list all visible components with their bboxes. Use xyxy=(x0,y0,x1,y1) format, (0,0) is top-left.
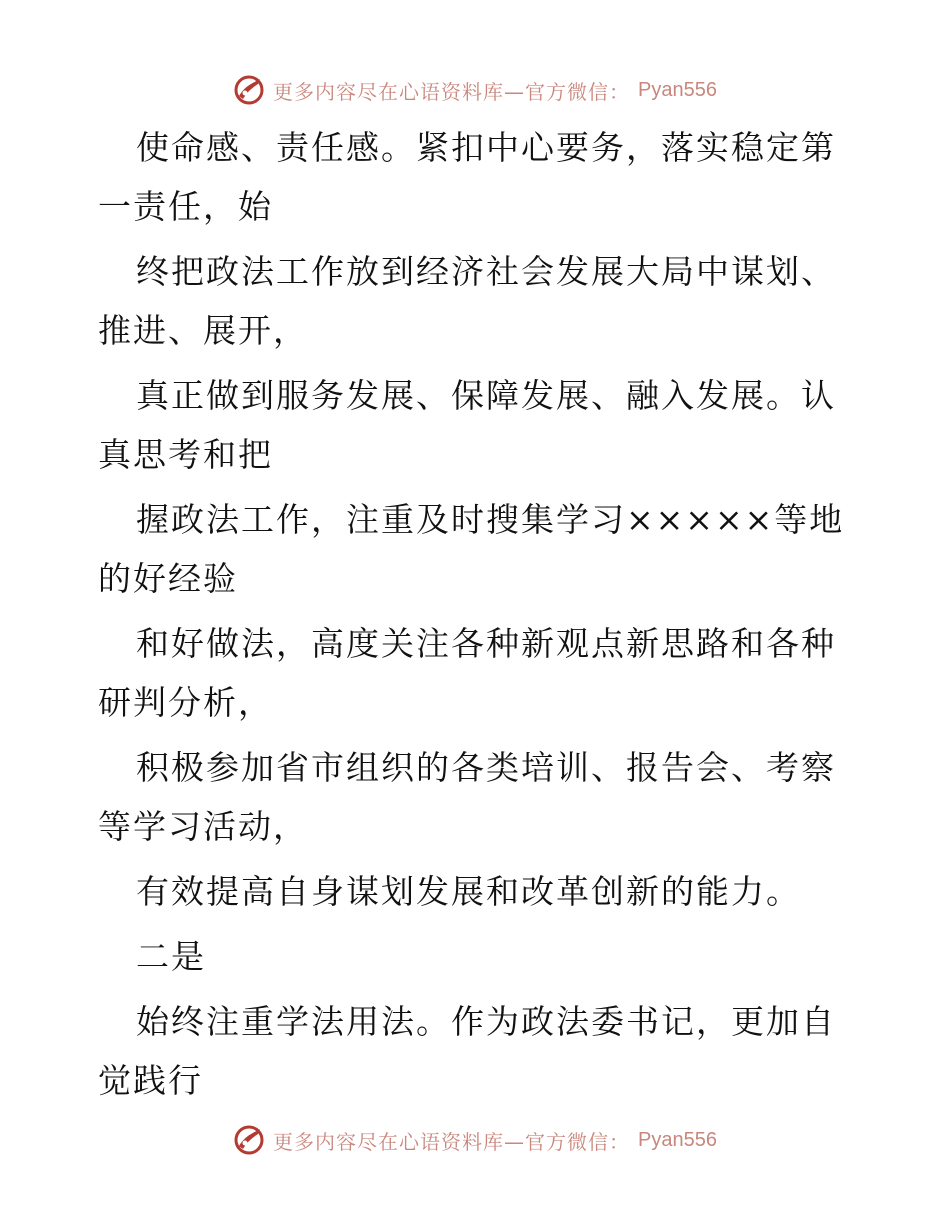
pen-logo-icon xyxy=(233,74,265,106)
paragraph-7: 有效提高自身谋划发展和改革创新的能力。 xyxy=(136,872,801,911)
paragraph-4: 握政法工作，注重及时搜集学习×××××等地的好经验 xyxy=(98,500,845,598)
paragraph-5: 和好做法，高度关注各种新观点新思路和各种研判分析， xyxy=(98,624,836,722)
footer-wechat-id: Pyan556 xyxy=(638,1128,717,1151)
paragraph-8: 二是 xyxy=(136,937,206,976)
paragraph-9: 始终注重学法用法。作为政法委书记，更加自觉践行 xyxy=(98,1002,836,1100)
footer-text: 更多内容尽在心语资料库—官方微信： xyxy=(273,1129,631,1154)
paragraph-2: 终把政法工作放到经济社会发展大局中谋划、推进、展开， xyxy=(98,252,836,350)
header-wechat-id: Pyan556 xyxy=(638,78,717,101)
header-text: 更多内容尽在心语资料库—官方微信： xyxy=(273,79,631,104)
paragraph-3: 真正做到服务发展、保障发展、融入发展。认真思考和把 xyxy=(98,376,836,474)
header-banner xyxy=(0,68,950,112)
footer-banner xyxy=(0,1118,950,1162)
paragraph-1: 使命感、责任感。紧扣中心要务，落实稳定第一责任，始 xyxy=(98,128,836,226)
paragraph-6: 积极参加省市组织的各类培训、报告会、考察等学习活动， xyxy=(98,748,836,846)
document-body xyxy=(98,118,858,1116)
pen-logo-icon xyxy=(233,1124,265,1156)
